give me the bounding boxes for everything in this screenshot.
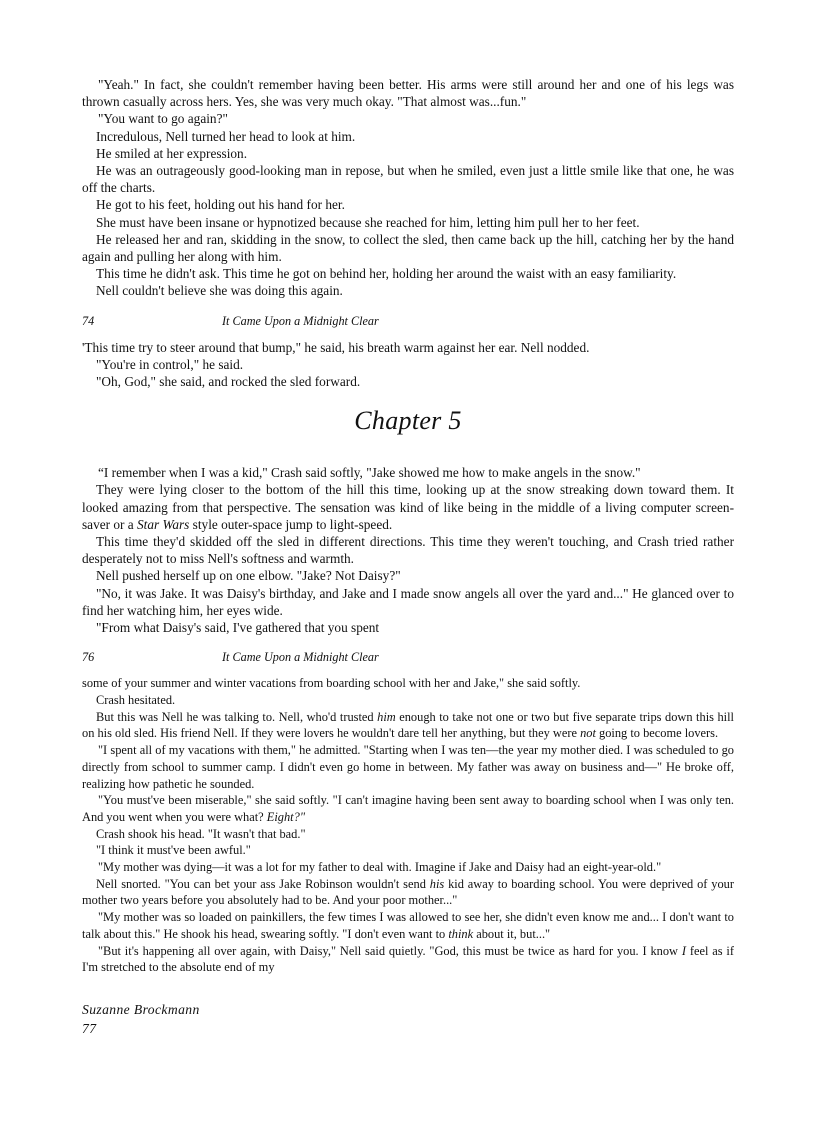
paragraph: "Yeah." In fact, she couldn't remember having been better. His arms were still around her and one of his legs was thrown casually across hers. Yes, she was very much okay. "That almost was...fun." [82,77,734,110]
folio-page-number: 76 [82,650,95,665]
footer-page-number: 77 [82,1020,97,1036]
paragraph [82,481,734,533]
text-run: "You must've been miserable," she said softly. "I can't imagine having been sent away to boarding school when I was only ten. And you went when you were what? [82,793,734,824]
folio-page-number: 74 [82,313,95,328]
paragraph: "I think it must've been awful." [96,843,251,858]
page-content [82,76,734,1038]
text-run: style outer-space jump to light-speed. [189,516,393,532]
section-top [82,76,734,300]
text-run: They were lying closer to the bottom of the hill this time, looking up at the snow streaking down toward them. It looked amazing from that perspective. The sensation was kind of like being in the middle of a living computer screen-saver or a [82,482,734,532]
paragraph: "Oh, God," she said, and rocked the sled forward. [96,374,361,390]
author-name: Suzanne Brockmann [82,1001,200,1017]
chapter-heading: Chapter 5 [354,406,462,436]
paragraph: He smiled at her expression. [96,145,248,161]
paragraph: Nell couldn't believe she was doing this again. [96,283,343,299]
emphasis: him [377,709,396,724]
paragraph [82,709,734,742]
emphasis: not [580,726,596,741]
text-run: about it, but..." [473,926,551,941]
paragraph [82,792,734,825]
paragraph: This time they'd skidded off the sled in different directions. This time they weren't touching, and Crash tried rather desperately not to miss Nell's softness and warmth. [82,534,734,567]
paragraph: "You want to go again?" [98,111,228,127]
paragraph: 'This time try to steer around that bump," he said, his breath warm against her ear. Nell nodded. [82,339,590,355]
paragraph [82,943,734,976]
paragraph: "You're in control," he said. [96,356,244,372]
folio-book-title: It Came Upon a Midnight Clear [222,313,379,328]
paragraph: "My mother was dying—it was a lot for my father to deal with. Imagine if Jake and Daisy had an eight-year-old." [98,860,662,875]
text-run: enough to take not one or two but five separate trips down this hill on his old sled. His friend Nell. If they were lovers he wouldn't dare tell her anything, but they were [82,709,734,741]
emphasis: I [681,943,686,958]
page-footer [82,1000,734,1038]
paragraph: some of your summer and winter vacations from boarding school with her and Jake," she said softly. [82,676,581,691]
running-header [82,650,734,665]
folio-book-title: It Came Upon a Midnight Clear [222,650,379,665]
text-run: feel as if I'm stretched to the absolute end of my [82,943,734,975]
paragraph: This time he didn't ask. This time he got on behind her, holding her around the waist with an easy familiarity. [96,266,677,282]
running-header [82,314,734,329]
paragraph: He got to his feet, holding out his hand for her. [96,197,345,213]
paragraph: Incredulous, Nell turned her head to look at him. [96,128,356,144]
text-run: "But it's happening all over again, with Daisy," Nell said quietly. "God, this must be twice as hard for you. I know [98,943,682,958]
paragraph: “I remember when I was a kid," Crash said softly, "Jake showed me how to make angels in the snow." [98,465,641,481]
emphasis: think [448,926,474,941]
paragraph: "No, it was Jake. It was Daisy's birthday, and Jake and I made snow angels all over the yard and..." He glanced over to find her watching him, her eyes wide. [82,585,734,618]
paragraph: He released her and ran, skidding in the snow, to collect the sled, then came back up the hill, catching her by the hand again and pulling her along with him. [82,231,734,265]
text-run: Nell snorted. "You can bet your ass Jake Robinson wouldn't send [96,876,430,891]
section-middle [82,339,734,391]
paragraph: Crash hesitated. [96,692,176,707]
emphasis: Eight?" [266,809,306,824]
emphasis: Star Wars [137,516,190,532]
paragraph: "I spent all of my vacations with them," he admitted. "Starting when I was ten—the year my mother died. I was scheduled to go directly from school to summer camp. I didn't even go home in between. My father was away on business and—" He broke off, realizing how pathetic he sounded. [82,743,734,791]
section-chapter-body [82,464,734,636]
paragraph: "From what Daisy's said, I've gathered that you spent [96,620,380,636]
text-run: going to become lovers. [595,726,719,741]
text-run: "My mother was so loaded on painkillers, the few times I was allowed to see her, she didn't even know me and... I don't want to talk about this." He shook his head, swearing softly. "I don't even want to [82,910,734,941]
paragraph: He was an outrageously good-looking man in repose, but when he smiled, even just a little smile like that one, he was off the charts. [82,163,734,196]
text-run: But this was Nell he was talking to. Nell, who'd trusted [96,709,378,724]
paragraph [82,876,734,909]
paragraph: Nell pushed herself up on one elbow. "Jake? Not Daisy?" [96,568,401,584]
text-run: kid away to boarding school. You were deprived of your mother two years before you absolutely had to be. And your poor mother..." [82,876,734,908]
paragraph: Crash shook his head. "It wasn't that bad." [96,826,306,841]
emphasis: his [429,876,445,891]
section-bottom [82,675,734,976]
paragraph: She must have been insane or hypnotized because she reached for him, letting him pull her to her feet. [96,214,640,230]
paragraph [82,909,734,942]
